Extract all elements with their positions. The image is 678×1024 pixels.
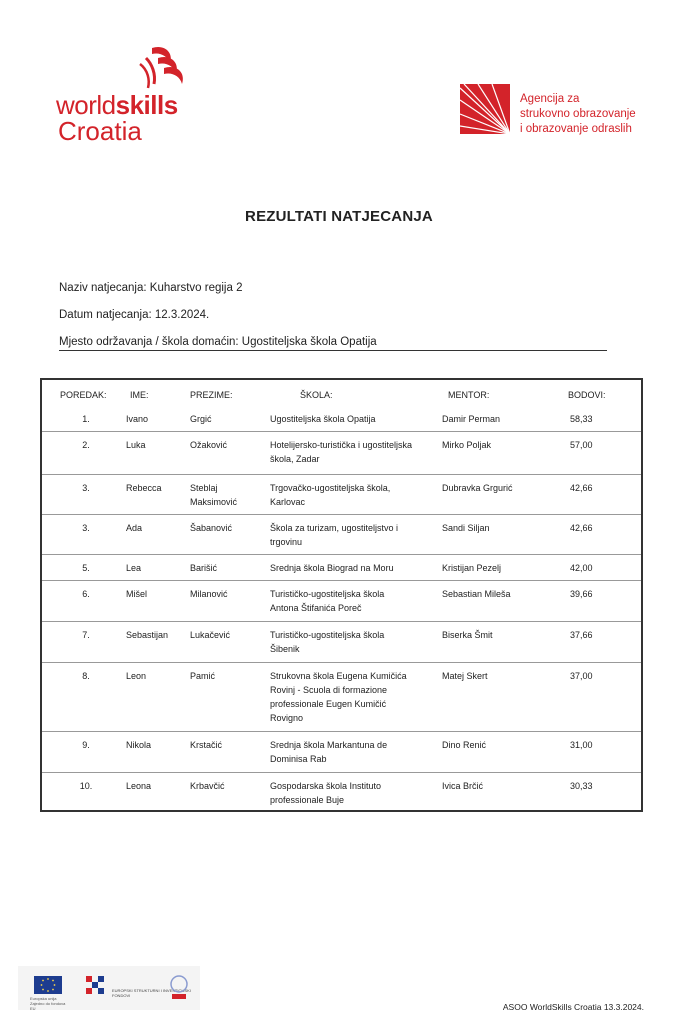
school-cell [270, 481, 390, 509]
header-school: ŠKOLA: [300, 390, 333, 400]
surname-cell [190, 438, 227, 452]
footer-text: ASOO WorldSkills Croatia 13.3.2024. [502, 1002, 644, 1012]
competition-location: Mjesto održavanja / škola domaćin: Ugostiteljska škola Opatija [59, 336, 607, 351]
table-row [42, 515, 641, 555]
mentor-cell: Dino Renić [442, 740, 487, 750]
table-row [42, 622, 641, 663]
table-row [42, 555, 641, 581]
points-cell: 58,33 [570, 414, 593, 424]
name-cell: Nikola [126, 740, 152, 750]
table-row [42, 773, 641, 811]
surname-cell [190, 779, 225, 793]
name-cell: Luka [126, 440, 146, 450]
rank-cell: 3. [82, 523, 90, 533]
points-cell: 30,33 [570, 781, 593, 791]
surname-cell [190, 412, 212, 426]
school-cell-line: Dominisa Rab [270, 754, 327, 764]
surname-cell [190, 561, 217, 575]
agency-logo: Agencija za strukovno obrazovanje i obrazovanje odraslih [460, 84, 660, 144]
competition-name: Naziv natjecanja: Kuharstvo regija 2 [59, 282, 243, 294]
name-cell: Ada [126, 523, 143, 533]
table-row [42, 732, 641, 773]
school-cell [270, 561, 394, 575]
school-cell-line: Trgovačko-ugostiteljska škola, [270, 483, 391, 493]
points-cell: 31,00 [570, 740, 593, 750]
mentor-cell: Mirko Poljak [442, 440, 492, 450]
surname-cell-line: Grgić [190, 414, 212, 424]
mentor-cell: Damir Perman [442, 414, 501, 424]
mentor-cell: Kristijan Pezelj [442, 563, 502, 573]
name-cell: Rebecca [126, 483, 162, 493]
school-cell [270, 628, 384, 656]
school-cell-line: professionale Eugen Kumičić [270, 699, 387, 709]
surname-cell-line: Ožaković [190, 440, 228, 450]
table-row [42, 663, 641, 732]
name-cell: Lea [126, 563, 142, 573]
school-cell [270, 412, 376, 426]
eu-flag-icon [34, 976, 62, 994]
rank-cell: 5. [82, 563, 90, 573]
school-cell-line: Hotelijersko-turistička i ugostiteljska [270, 440, 413, 450]
surname-cell [190, 521, 232, 535]
name-cell: Leon [126, 671, 147, 681]
name-cell: Mišel [126, 589, 148, 599]
surname-cell-line: Pamić [190, 671, 216, 681]
name-cell: Ivano [126, 414, 149, 424]
school-cell-line: Gospodarska škola Instituto [270, 781, 382, 791]
school-cell [270, 738, 387, 766]
school-cell [270, 587, 384, 615]
school-cell-line: Turističko-ugostiteljska škola [270, 589, 385, 599]
school-cell-line: Srednja škola Markantuna de [270, 740, 388, 750]
surname-cell-line: Steblaj [190, 483, 218, 493]
rank-cell: 6. [82, 589, 90, 599]
esf-caption: EUROPSKI STRUKTURNI I INVESTICIJSKI FONDOVI [112, 988, 191, 998]
name-cell: Leona [126, 781, 152, 791]
surname-cell [190, 587, 228, 601]
partner-logo-icon [166, 974, 192, 1002]
agency-sunburst-icon [460, 84, 510, 134]
rank-cell: 3. [82, 483, 90, 493]
surname-cell-line: Milanović [190, 589, 228, 599]
points-cell: 39,66 [570, 589, 593, 599]
points-cell: 42,66 [570, 483, 593, 493]
school-cell-line: trgovinu [270, 537, 303, 547]
surname-cell [190, 738, 222, 752]
surname-cell [190, 628, 230, 642]
school-cell-line: Rovigno [270, 713, 304, 723]
school-cell-line: Karlovac [270, 497, 306, 507]
surname-cell-line: Lukačević [190, 630, 231, 640]
school-cell-line: Ugostiteljska škola Opatija [270, 414, 376, 424]
points-cell: 57,00 [570, 440, 593, 450]
name-cell: Sebastijan [126, 630, 169, 640]
surname-cell-line: Šabanović [190, 523, 233, 533]
rank-cell: 7. [82, 630, 90, 640]
rank-cell: 10. [79, 781, 93, 791]
table-row [42, 432, 641, 475]
header-mentor: MENTOR: [448, 390, 490, 400]
table-row [42, 475, 641, 515]
results-table [40, 378, 643, 812]
points-cell: 42,66 [570, 523, 593, 533]
surname-cell-line: Krbavčić [190, 781, 225, 791]
school-cell-line: Škola za turizam, ugostiteljstvo i [270, 523, 399, 533]
surname-cell [190, 669, 215, 683]
school-cell [270, 438, 412, 466]
header-rank: POREDAK: [60, 390, 107, 400]
school-cell-line: Šibenik [270, 644, 300, 654]
school-cell-line: Srednja škola Biograd na Moru [270, 563, 394, 573]
rank-cell: 8. [82, 671, 90, 681]
mentor-cell: Biserka Šmit [442, 630, 493, 640]
school-cell [270, 521, 398, 549]
rank-cell: 1. [82, 414, 90, 424]
header-name: IME: [130, 390, 149, 400]
points-cell: 42,00 [570, 563, 593, 573]
header-surname: PREZIME: [190, 390, 233, 400]
surname-cell-line: Maksimović [190, 497, 238, 507]
worldskills-flame-icon [134, 44, 194, 94]
surname-cell [190, 481, 237, 509]
funding-logos [18, 966, 200, 1010]
page-title: REZULTATI NATJECANJA [245, 208, 433, 225]
mentor-cell: Ivica Brčić [442, 781, 484, 791]
table-row [42, 581, 641, 622]
school-cell [270, 779, 381, 807]
competition-date: Datum natjecanja: 12.3.2024. [59, 309, 210, 321]
mentor-cell: Sebastian Mileša [442, 589, 511, 599]
school-cell-line: Antona Štifanića Poreč [270, 603, 362, 613]
mentor-cell: Matej Skert [442, 671, 488, 681]
school-cell-line: Strukovna škola Eugena Kumičića [270, 671, 407, 681]
eu-caption: Europska unija Zajedno do fondova EU [30, 996, 66, 1011]
rank-cell: 2. [82, 440, 90, 450]
mentor-cell: Sandi Siljan [442, 523, 490, 533]
school-cell-line: Turističko-ugostiteljska škola [270, 630, 385, 640]
school-cell-line: professionale Buje [270, 795, 345, 805]
rank-cell: 9. [82, 740, 90, 750]
table-row [42, 406, 641, 432]
points-cell: 37,00 [570, 671, 593, 681]
surname-cell-line: Barišić [190, 563, 218, 573]
worldskills-croatia-logo: worldskills Croatia [56, 44, 196, 144]
school-cell-line: škola, Zadar [270, 454, 320, 464]
mentor-cell: Dubravka Grgurić [442, 483, 513, 493]
surname-cell-line: Krstačić [190, 740, 223, 750]
school-cell-line: Rovinj - Scuola di formazione [270, 685, 388, 695]
points-cell: 37,66 [570, 630, 593, 640]
header-points: BODOVI: [568, 390, 606, 400]
school-cell [270, 669, 407, 725]
